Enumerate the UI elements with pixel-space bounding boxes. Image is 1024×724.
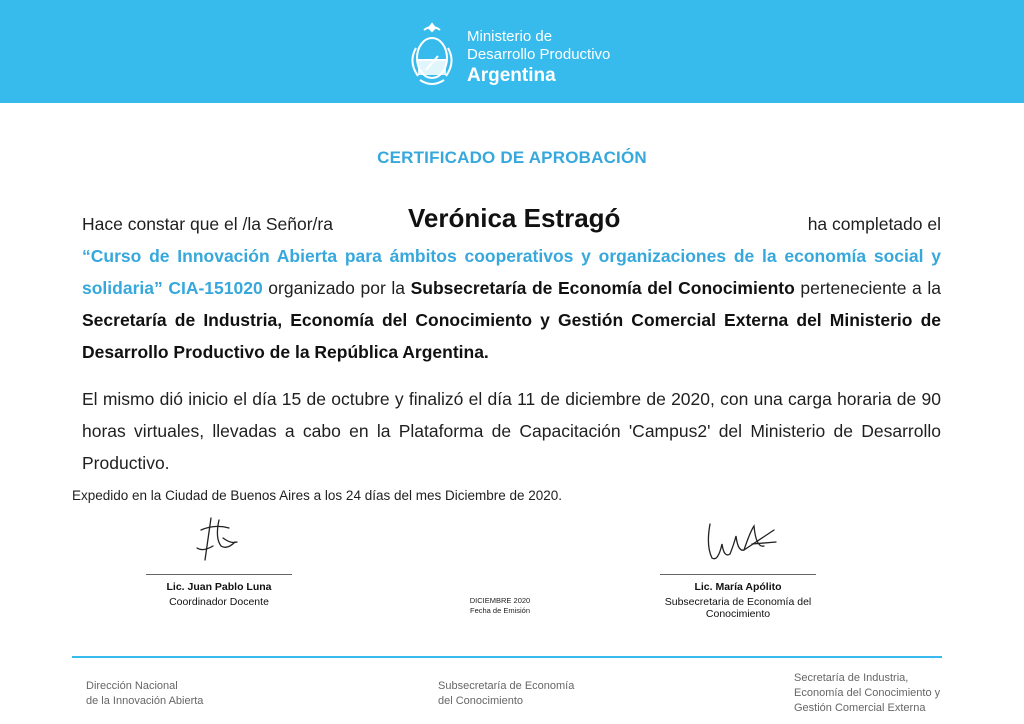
footer-item-subsecretaria-line1: Subsecretaría de Economía bbox=[438, 680, 575, 692]
certificate-title: CERTIFICADO DE APROBACIÓN bbox=[377, 148, 647, 167]
signature-right-line bbox=[660, 574, 816, 575]
footer-item-direccion-line2: de la Innovación Abierta bbox=[86, 695, 204, 707]
signature-left-name: Lic. Juan Pablo Luna bbox=[166, 581, 272, 593]
recipient-name: Verónica Estragó bbox=[408, 203, 621, 233]
signature-right-role-line1: Subsecretaria de Economía del bbox=[664, 596, 812, 608]
footer-item-secretaria-line1: Secretaría de Industria, bbox=[794, 672, 909, 684]
organizer-name: Subsecretaría de Economía del Conocimiento bbox=[410, 278, 795, 298]
footer-divider bbox=[72, 656, 942, 658]
footer-item-direccion bbox=[86, 679, 203, 709]
signature-left-role: Coordinador Docente bbox=[169, 596, 269, 608]
signature-right-role-line2: Conocimiento bbox=[705, 608, 771, 620]
signature-right-name: Lic. María Apólito bbox=[694, 581, 782, 593]
footer-item-secretaria-line3: Gestión Comercial Externa bbox=[794, 702, 926, 714]
signature-left-line bbox=[146, 574, 292, 575]
completed-text: ha completado el bbox=[807, 214, 941, 234]
issue-date-value: DICIEMBRE 2020 bbox=[469, 596, 531, 605]
argentina-coat-of-arms-icon bbox=[408, 18, 456, 88]
organized-by-text: organizado por la bbox=[268, 278, 406, 298]
header-banner bbox=[0, 0, 1024, 103]
ministry-country: Argentina bbox=[467, 65, 556, 86]
belonging-text: perteneciente a la bbox=[800, 278, 941, 298]
issue-date-label: Fecha de Emisión bbox=[469, 606, 531, 615]
course-description bbox=[82, 240, 941, 368]
ministry-logo bbox=[408, 18, 628, 88]
signature-right-image bbox=[688, 510, 788, 570]
course-name: “Curso de Innovación Abierta para ámbitos cooperativos y organizaciones de la economía social y solidaria” CIA-151020 bbox=[82, 246, 941, 298]
issue-date bbox=[440, 596, 560, 616]
footer-item-subsecretaria bbox=[438, 679, 574, 709]
course-details-paragraph: El mismo dió inicio el día 15 de octubre y finalizó el día 11 de diciembre de 2020, con una carga horaria de 90 horas virtuales, llevadas a cabo en la Plataforma de Capacitación 'Campus2' del Ministerio de Desarrollo Productivo. bbox=[82, 389, 941, 473]
signature-left-image bbox=[179, 510, 259, 570]
ministry-name-line1: Ministerio de bbox=[467, 28, 553, 45]
footer-item-subsecretaria-line2: del Conocimiento bbox=[438, 695, 523, 707]
footer-item-secretaria bbox=[794, 671, 940, 716]
ministry-name bbox=[467, 28, 610, 88]
secretariat-name: Secretaría de Industria, Economía del Conocimiento y Gestión Comercial Externa del Ministerio de Desarrollo Productivo de la República Argentina. bbox=[82, 310, 941, 362]
signature-right bbox=[660, 510, 816, 620]
issued-statement: Expedido en la Ciudad de Buenos Aires a los 24 días del mes Diciembre de 2020. bbox=[72, 488, 563, 503]
signature-left bbox=[146, 510, 292, 608]
footer-item-direccion-line1: Dirección Nacional bbox=[86, 680, 178, 692]
recipient-line bbox=[82, 203, 941, 240]
intro-text: Hace constar que el /la Señor/ra bbox=[82, 214, 333, 234]
certificate-main-paragraph bbox=[82, 203, 941, 368]
footer-item-secretaria-line2: Economía del Conocimiento y bbox=[794, 687, 941, 699]
ministry-name-line2: Desarrollo Productivo bbox=[467, 46, 611, 63]
